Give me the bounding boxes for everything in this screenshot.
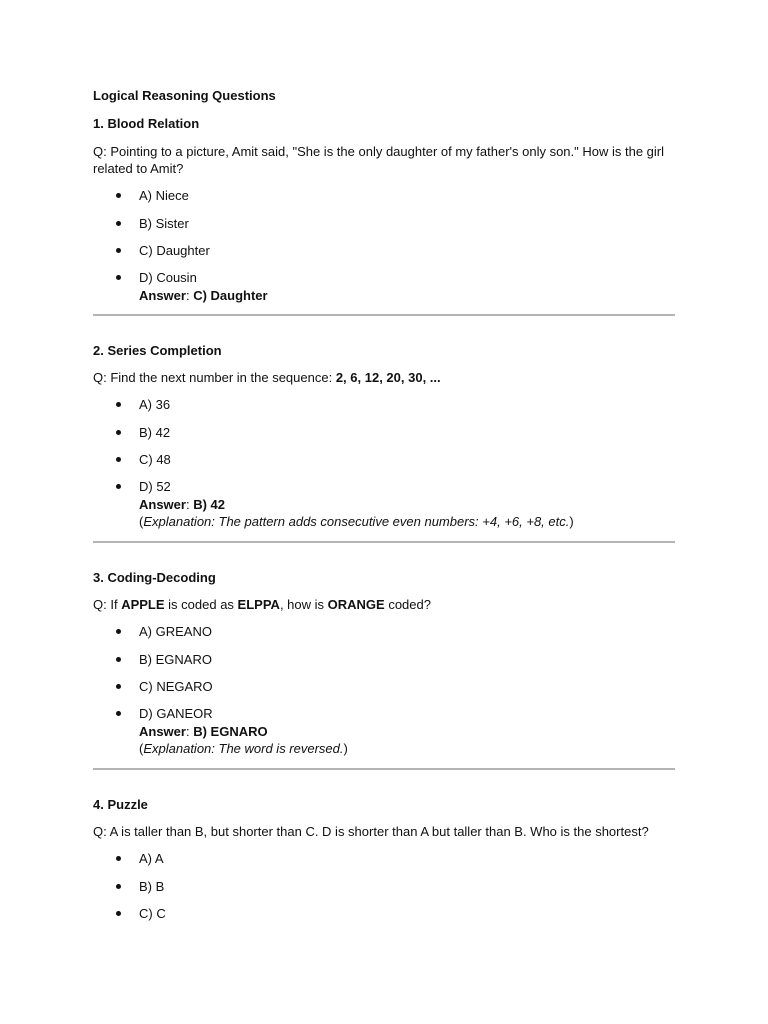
question-term: ORANGE: [327, 597, 385, 612]
section-divider: [93, 768, 675, 770]
answer-line: Answer: C) Daughter: [139, 288, 268, 303]
bullet: [116, 657, 121, 662]
option-item: C) Daughter: [139, 243, 210, 258]
question-text: Q: A is taller than B, but shorter than C. D is shorter than A but taller than B. Who is the shortest?: [93, 824, 649, 839]
question-line: Pointing to a picture, Amit said, "She is the only daughter of my father's only son." How is the girl: [110, 144, 665, 159]
question-line: related to Amit?: [93, 161, 184, 176]
answer-line: Answer: B) EGNARO: [139, 724, 268, 739]
answer-label: Answer: [139, 724, 186, 739]
bullet: [116, 430, 121, 435]
answer-value: B) 42: [193, 497, 225, 512]
question-prefix: Q: Find the next number in the sequence:: [93, 370, 333, 385]
question-part: Q: If: [93, 597, 118, 612]
explanation-line: (Explanation: The pattern adds consecutive even numbers: +4, +6, +8, etc.): [139, 514, 574, 529]
question-text: [93, 143, 664, 160]
section-heading: 3. Coding-Decoding: [93, 570, 216, 585]
bullet: [116, 193, 121, 198]
option-item: B) EGNARO: [139, 652, 212, 667]
option-item: B) Sister: [139, 216, 189, 231]
answer-value: C) Daughter: [193, 288, 268, 303]
answer-value: B) EGNARO: [193, 724, 268, 739]
question-term: ELPPA: [237, 597, 280, 612]
bullet: [116, 911, 121, 916]
option-item: B) B: [139, 879, 165, 894]
answer-label: Answer: [139, 288, 186, 303]
answer-label: Answer: [139, 497, 186, 512]
section-heading: 1. Blood Relation: [93, 116, 200, 131]
bullet: [116, 457, 121, 462]
question-sequence: 2, 6, 12, 20, 30, ...: [335, 370, 441, 385]
section-heading: 4. Puzzle: [93, 797, 148, 812]
bullet: [116, 248, 121, 253]
question-part: is coded as: [168, 597, 234, 612]
option-item: A) A: [139, 851, 164, 866]
question-part: coded?: [388, 597, 431, 612]
bullet: [116, 484, 121, 489]
option-item: D) Cousin: [139, 270, 197, 285]
option-item: A) 36: [139, 397, 171, 412]
bullet: [116, 856, 121, 861]
explanation-text: Explanation: The word is reversed.: [143, 741, 344, 756]
question-text: [93, 369, 441, 386]
option-item: B) 42: [139, 425, 171, 440]
bullet: [116, 221, 121, 226]
question-prefix: Q:: [93, 144, 107, 159]
explanation-line: (Explanation: The word is reversed.): [139, 741, 348, 756]
option-item: C) C: [139, 906, 166, 921]
option-item: D) GANEOR: [139, 706, 213, 721]
explanation-text: Explanation: The pattern adds consecutive even numbers: +4, +6, +8, etc.: [143, 514, 570, 529]
section-heading: 2. Series Completion: [93, 343, 222, 358]
option-item: A) Niece: [139, 188, 189, 203]
question-term: APPLE: [121, 597, 165, 612]
option-item: C) NEGARO: [139, 679, 213, 694]
bullet: [116, 275, 121, 280]
question-part: , how is: [279, 597, 325, 612]
document-title: Logical Reasoning Questions: [93, 88, 276, 103]
bullet: [116, 684, 121, 689]
section-divider: [93, 541, 675, 543]
section-divider: [93, 314, 675, 316]
option-item: A) GREANO: [139, 624, 212, 639]
bullet: [116, 402, 121, 407]
answer-line: Answer: B) 42: [139, 497, 225, 512]
bullet: [116, 711, 121, 716]
option-item: D) 52: [139, 479, 171, 494]
option-item: C) 48: [139, 452, 171, 467]
bullet: [116, 884, 121, 889]
question-text: [93, 596, 431, 613]
bullet: [116, 629, 121, 634]
